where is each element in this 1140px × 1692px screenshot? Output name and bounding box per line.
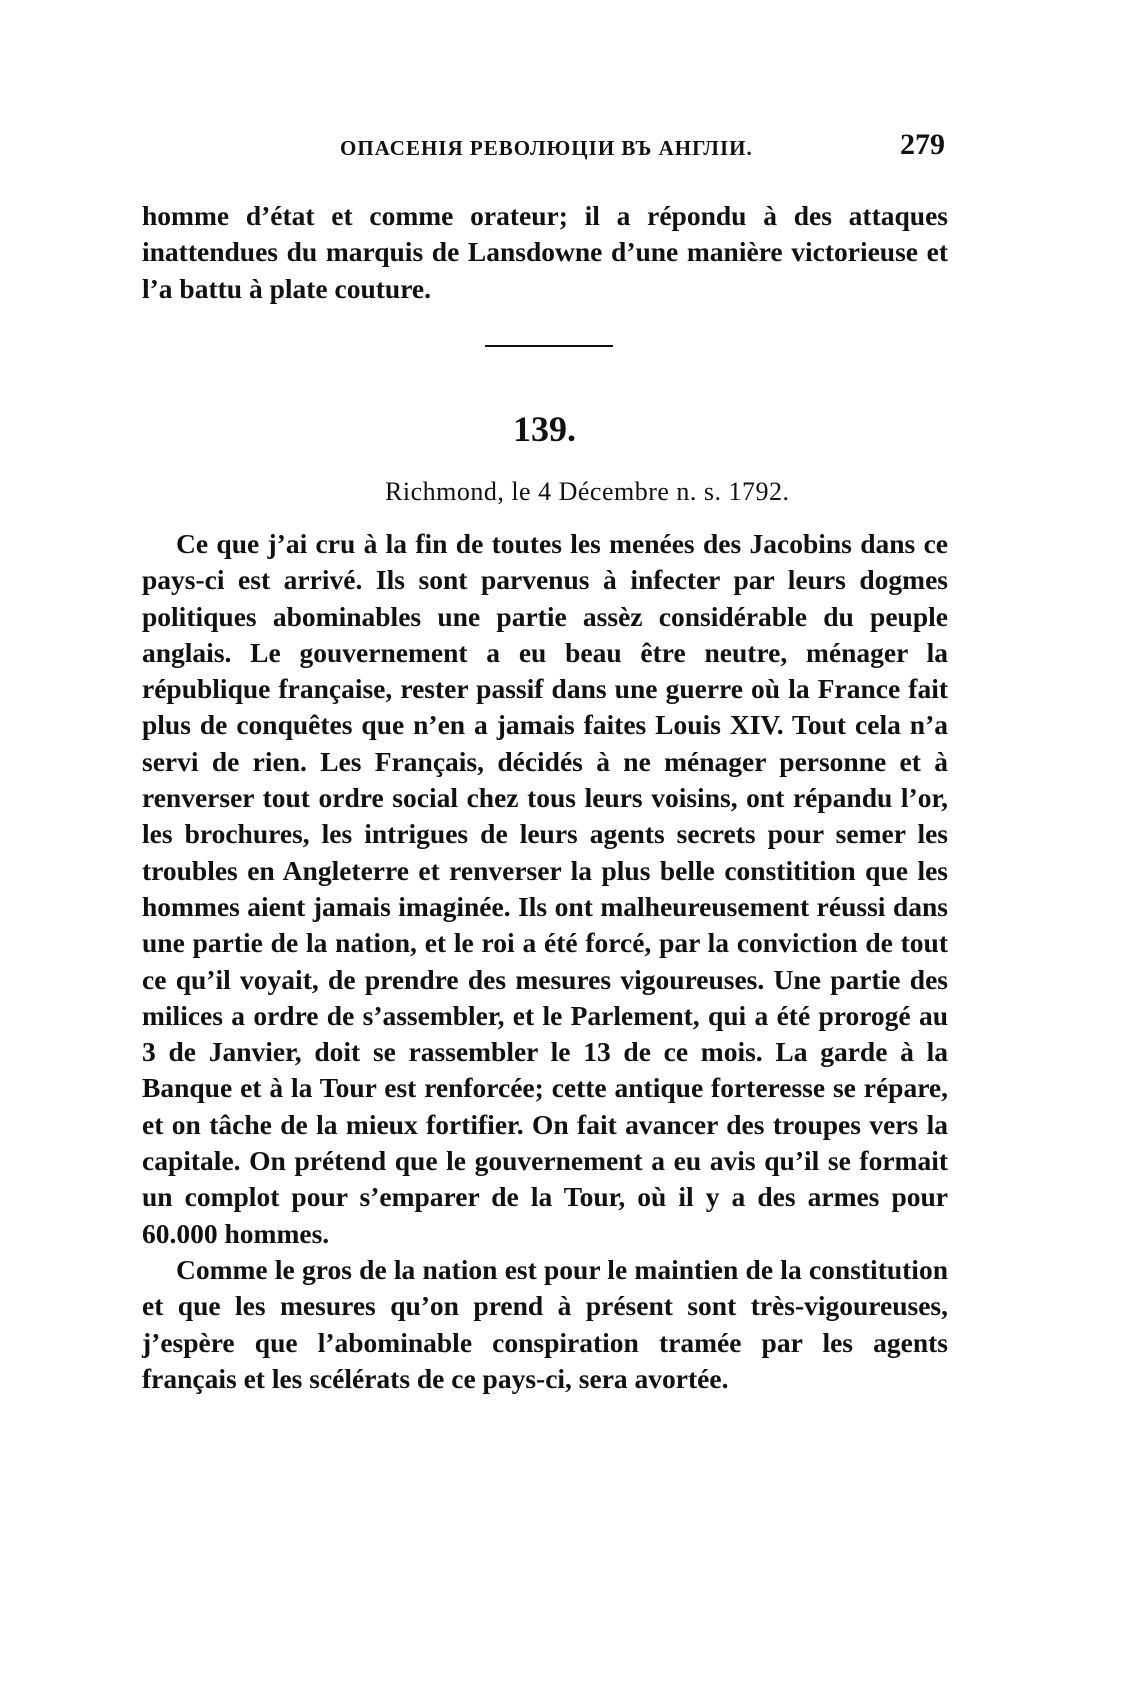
page-number: 279 (900, 128, 945, 161)
section-divider (485, 345, 613, 347)
letter-body (142, 526, 948, 1397)
letter-paragraph-1: Ce que j’ai cru à la fin de toutes les menées des Jacobins dans ce pays-ci est arrivé. Ils sont parvenus à infecter par leurs dogmes politiques abominables une partie assèz considérable du peuple anglais. Le gouvernement a eu beau être neutre, ménager la république française, rester passif dans une guerre où la France fait plus de conquêtes que n’en a jamais faites Louis XIV. Tout cela n’a servi de rien. Les Français, décidés à ne ménager personne et à renverser tout ordre social chez tous leurs voisins, ont répandu l’or, les brochures, les intrigues de leurs agents secrets pour semer les troubles en Angleterre et renverser la plus belle constitition que les hommes aient jamais imaginée. Ils ont malheureusement réussi dans une partie de la nation, et le roi a été forcé, par la conviction de tout ce qu’il voyait, de prendre des mesures vigoureuses. Une partie des milices a ordre de s’assembler, et le Parlement, qui a été prorogé au 3 de Janvier, doit se rassembler le 13 de ce mois. La garde à la Banque et à la Tour est renforcée; cette antique forteresse se répare, et on tâche de la mieux fortifier. On fait avancer des troupes vers la capitale. On prétend que le gouvernement a eu avis qu’il se formait un complot pour s’emparer de la Tour, où il y a des armes pour 60.000 hommes. (142, 528, 948, 1249)
letter-number: 139. (513, 409, 576, 449)
intro-paragraph: homme d’état et comme orateur; il a répondu à des attaques inattendues du marquis de Lansdowne d’une manière victorieuse et l’a battu à plate couture. (142, 200, 948, 304)
running-title: ОПАСЕНІЯ РЕВОЛЮЦІИ ВЪ АНГЛІИ. (340, 136, 753, 160)
letter-paragraph-2: Comme le gros de la nation est pour le maintien de la constitution et que les mesures qu’on prend à présent sont très-vigoureuses, j’espère que l’abominable conspiration tramée par les agents français et les scélérats de ce pays-ci, sera avortée. (142, 1253, 948, 1394)
letter-dateline: Richmond, le 4 Décembre n. s. 1792. (385, 477, 790, 506)
